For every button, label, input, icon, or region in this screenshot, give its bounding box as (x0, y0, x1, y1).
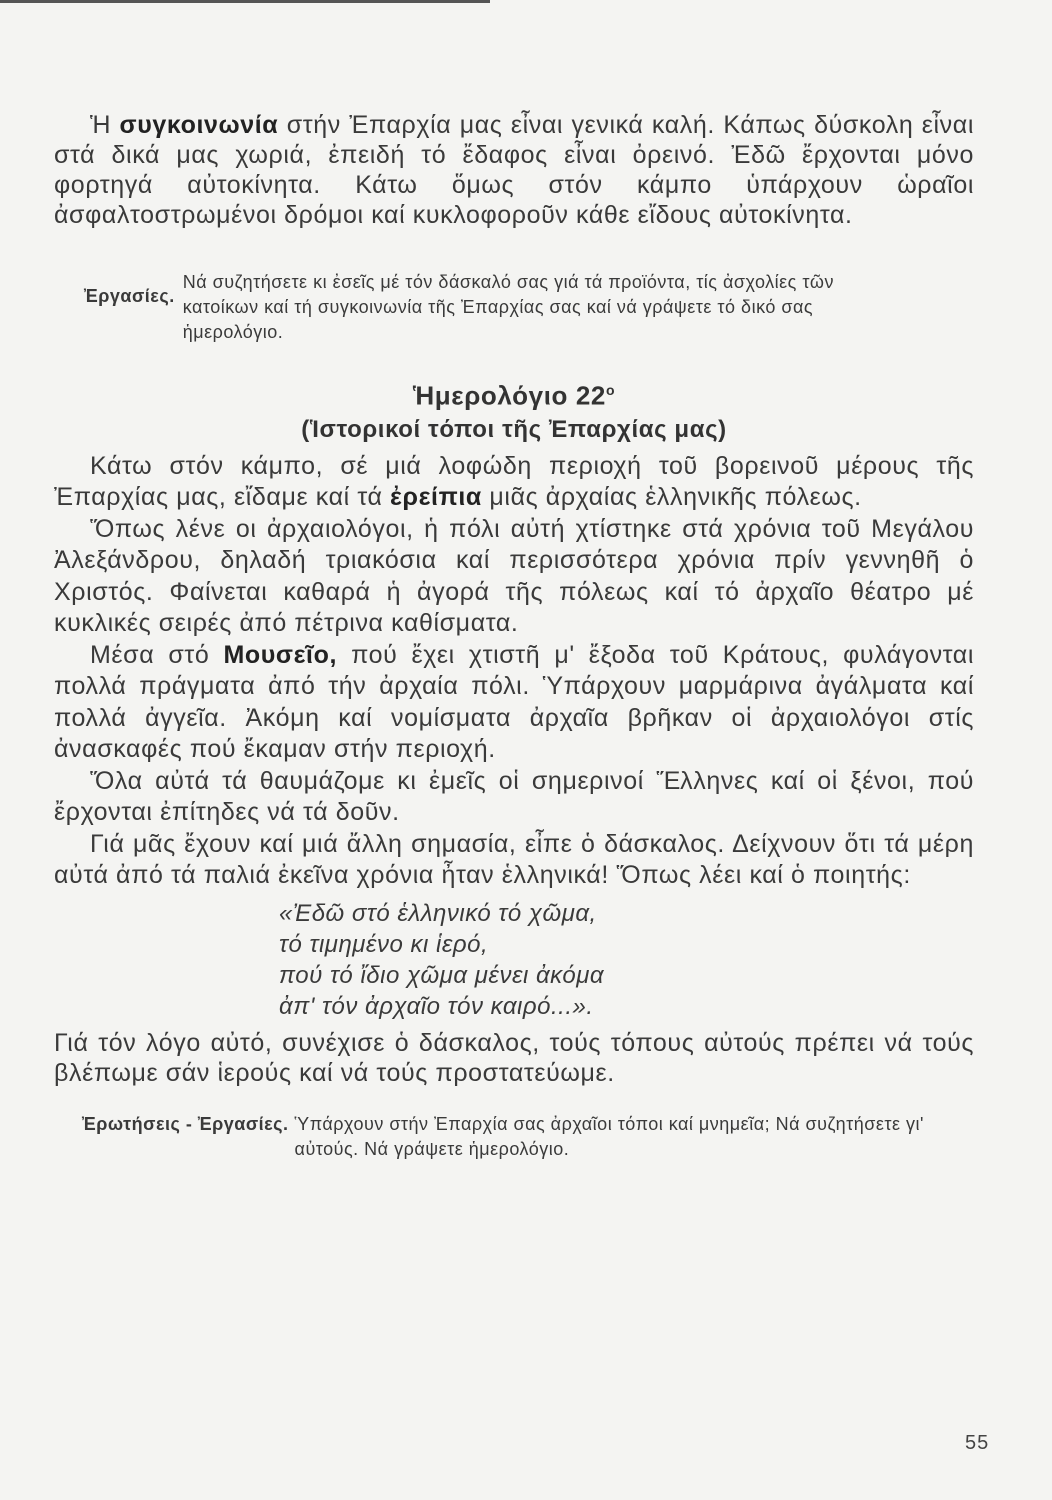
intro-bold-term: συγκοινωνία (119, 111, 279, 139)
story-paragraph-5: Γιά μᾶς ἔχουν καί μιά ἄλλη σημασία, εἶπε ὁ δάσκαλος. Δείχνουν ὅτι τά μέρη αὐτά ἀπό τά παλιά ἐκεῖνα χρόνια ἦταν ἑλληνικά! Ὅπως λέει καί ὁ ποιητής: (54, 829, 974, 890)
tasks-text: Νά συζητήσετε κι ἐσεῖς μέ τόν δάσκαλό σας γιά τά προϊόντα, τίς ἀσχολίες τῶν κατοίκων καί τή συγκοινωνία τῆς Ἐπαρχίας σας καί νά γράψετε τό δικό σας ἡμερολόγιο. (182, 272, 834, 342)
poem (279, 898, 974, 1022)
page-number: 55 (965, 1432, 990, 1454)
story-p1-after: μιᾶς ἀρχαίας ἑλληνικῆς πόλεως. (481, 483, 862, 512)
story-paragraph-3 (54, 640, 974, 766)
poem-line: πού τό ἴδιο χῶμα μένει ἀκόμα (279, 961, 605, 989)
story (54, 451, 974, 892)
tasks-box (54, 270, 974, 345)
story-paragraph-2: Ὅπως λένε οι ἀρχαιολόγοι, ἡ πόλι αὐτή χτίστηκε στά χρόνια τοῦ Μεγάλου Ἀλεξάνδρου, δηλαδή τριακόσια καί περισσότερα χρόνια πρίν γεννηθῆ ὁ Χριστός. Φαίνεται καθαρά ἡ ἀγορά τῆς πόλεως καί τό ἀρχαῖο θέατρο μέ κυκλικές σειρές ἀπό πέτρινα καθίσματα. (54, 514, 974, 638)
tasks-label: Ἐργασίες. (84, 286, 175, 306)
diary-ordinal: ο (605, 382, 616, 398)
top-rule (0, 0, 490, 3)
intro-lead: Ἡ (90, 111, 120, 139)
intro-rest: στήν Ἐπαρχία μας εἶναι γενικά καλή. Κάπως δύσκολη εἶναι στά δικά μας χωριά, ἐπειδή τό ἔδαφος εἶναι ὀρεινό. Ἐδῶ ἔρχονται μόνο φορτηγά αὐτοκίνητα. Κάτω ὅμως στόν κάμπο ὑπάρχουν ὡραῖοι ἀσφαλτοστρωμένοι δρόμοι καί κυκλοφοροῦν κάθε εἴδους αὐτοκίνητα. (54, 111, 974, 229)
story-p3-after: πού ἔχει χτιστῆ μ' ἔξοδα τοῦ Κράτους, φυλάγονται πολλά πράγματα ἀπό τήν ἀρχαία πόλι. Ὑπάρχουν μαρμάρινα ἀγάλματα καί πολλά ἀγγεῖα. Ἀκόμη καί νομίσματα ἀρχαῖα βρῆκαν οἱ ἀρχαιολόγοι στίς ἀνασκαφές πού ἔκαμαν στήν περιοχή. (54, 640, 975, 764)
questions-text: Ὑπάρχουν στήν Ἐπαρχία σας ἀρχαῖοι τόποι καί μνημεῖα; Νά συζητήσετε γι' αὐτούς. Νά γράψετε ἡμερολόγιο. (294, 1113, 924, 1159)
questions-box (54, 1112, 974, 1162)
diary-subheading: (Ἱστορικοί τόποι τῆς Ἐπαρχίας μας) (301, 415, 727, 443)
closing-paragraph: Γιά τόν λόγο αὐτό, συνέχισε ὁ δάσκαλος, τούς τόπους αὐτούς πρέπει νά τούς βλέπωμε σάν ἱερούς καί νά τούς προστατεύωμε. (54, 1028, 974, 1087)
questions-label: Ἐρωτήσεις - Ἐργασίες. (82, 1113, 289, 1134)
page-content (54, 110, 974, 1162)
story-paragraph-4: Ὅλα αὐτά τά θαυμάζομε κι ἐμεῖς οἱ σημερινοί Ἕλληνες καί οἱ ξένοι, πού ἔρχονται ἐπίτηδες νά τά δοῦν. (54, 766, 974, 827)
intro-paragraph (54, 110, 974, 230)
poem-line: τό τιμημένο κι ἱερό, (279, 930, 489, 958)
poem-line: «Ἐδῶ στό ἑλληνικό τό χῶμα, (279, 899, 597, 927)
story-p1-bold: ἐρείπια (390, 483, 482, 512)
story-p1-before: Κάτω στόν κάμπο, σέ μιά λοφώδη περιοχή τοῦ βορεινοῦ μέρους τῆς Ἐπαρχίας μας, εἴδαμε καί τά (54, 451, 974, 512)
poem-line: ἀπ' τόν ἀρχαῖο τόν καιρό...». (279, 992, 594, 1020)
story-p3-bold: Μουσεῖο, (223, 640, 338, 669)
diary-heading (54, 375, 974, 411)
story-p3-before: Μέσα στό (90, 640, 224, 669)
story-paragraph-1 (54, 451, 974, 514)
diary-title: Ἡμερολόγιο 22 (412, 380, 606, 411)
